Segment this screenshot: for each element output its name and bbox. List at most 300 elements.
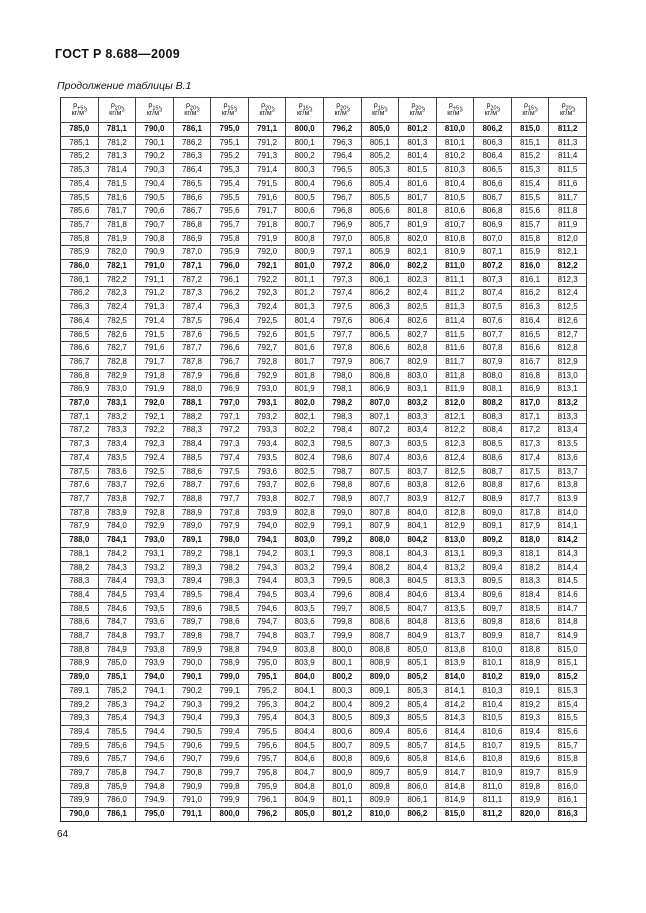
table-cell: 793,9	[248, 506, 286, 520]
table-cell: 787,0	[61, 397, 99, 411]
table-cell: 806,4	[361, 314, 399, 328]
table-cell: 786,9	[173, 232, 211, 246]
table-cell: 782,3	[98, 287, 136, 301]
table-cell: 795,5	[248, 725, 286, 739]
table-cell: 808,3	[361, 575, 399, 589]
table-cell: 803,4	[286, 588, 324, 602]
table-cell: 787,4	[173, 301, 211, 315]
table-cell: 787,3	[173, 287, 211, 301]
table-cell: 804,3	[399, 547, 437, 561]
table-cell: 785,3	[61, 164, 99, 178]
density-table	[60, 97, 587, 822]
table-cell: 811,6	[436, 342, 474, 356]
table-cell: 812,2	[549, 260, 587, 274]
table-cell: 806,5	[474, 164, 512, 178]
table-cell: 797,8	[211, 506, 249, 520]
table-cell: 811,5	[436, 328, 474, 342]
table-cell: 820,0	[511, 808, 549, 822]
table-cell: 795,2	[248, 684, 286, 698]
table-cell: 791,1	[173, 808, 211, 822]
table-cell: 819,9	[511, 794, 549, 808]
table-cell: 781,4	[98, 164, 136, 178]
table-cell: 789,1	[61, 684, 99, 698]
table-cell: 785,7	[98, 753, 136, 767]
table-cell: 809,4	[361, 725, 399, 739]
table-cell: 809,5	[474, 575, 512, 589]
table-cell: 809,1	[474, 520, 512, 534]
table-cell: 792,2	[136, 424, 174, 438]
table-cell: 797,5	[323, 301, 361, 315]
table-cell: 796,3	[323, 136, 361, 150]
table-row	[61, 328, 587, 342]
table-row	[61, 191, 587, 205]
table-cell: 789,9	[173, 643, 211, 657]
table-cell: 803,9	[399, 492, 437, 506]
table-cell: 802,8	[286, 506, 324, 520]
table-cell: 815,7	[511, 218, 549, 232]
table-cell: 782,5	[98, 314, 136, 328]
table-cell: 785,7	[61, 218, 99, 232]
column-symbol: ρ	[336, 102, 341, 109]
table-cell: 800,9	[286, 246, 324, 260]
table-cell: 785,2	[61, 150, 99, 164]
table-cell: 810,3	[474, 684, 512, 698]
table-cell: 804,7	[399, 602, 437, 616]
table-cell: 818,9	[511, 657, 549, 671]
table-cell: 801,4	[399, 150, 437, 164]
table-cell: 812,4	[549, 287, 587, 301]
table-cell: 813,0	[549, 369, 587, 383]
table-cell: 788,6	[61, 616, 99, 630]
table-cell: 788,8	[61, 643, 99, 657]
table-cell: 810,5	[474, 712, 512, 726]
table-cell: 805,6	[399, 725, 437, 739]
table-cell: 789,6	[61, 753, 99, 767]
table-cell: 794,3	[136, 712, 174, 726]
table-cell: 785,0	[98, 657, 136, 671]
column-unit: кг/м	[559, 110, 573, 117]
table-cell: 794,1	[136, 684, 174, 698]
table-cell: 791,4	[136, 314, 174, 328]
table-cell: 785,8	[61, 232, 99, 246]
column-unit: кг/м	[334, 110, 347, 117]
table-cell: 789,7	[61, 767, 99, 781]
table-cell: 801,1	[323, 794, 361, 808]
table-cell: 791,2	[136, 287, 174, 301]
table-cell: 815,0	[511, 123, 549, 137]
table-cell: 789,5	[61, 739, 99, 753]
table-cell: 785,0	[61, 123, 99, 137]
table-row	[61, 520, 587, 534]
table-cell: 802,4	[286, 451, 324, 465]
column-symbol: ρ	[486, 102, 491, 109]
table-cell: 802,9	[399, 355, 437, 369]
table-cell: 813,0	[436, 534, 474, 548]
table-cell: 807,8	[361, 506, 399, 520]
table-cell: 784,6	[98, 602, 136, 616]
table-cell: 802,8	[399, 342, 437, 356]
table-cell: 796,9	[323, 218, 361, 232]
table-cell: 784,1	[98, 534, 136, 548]
table-cell: 799,2	[211, 698, 249, 712]
table-cell: 819,1	[511, 684, 549, 698]
table-cell: 801,6	[399, 177, 437, 191]
table-row	[61, 301, 587, 315]
table-cell: 783,8	[98, 492, 136, 506]
column-unit: кг/м	[109, 110, 122, 117]
table-cell: 786,5	[61, 328, 99, 342]
table-cell: 812,8	[549, 342, 587, 356]
table-cell: 789,7	[173, 616, 211, 630]
table-row	[61, 451, 587, 465]
table-cell: 805,1	[399, 657, 437, 671]
table-cell: 790,6	[136, 205, 174, 219]
table-cell: 802,3	[399, 273, 437, 287]
table-cell: 810,3	[436, 164, 474, 178]
table-cell: 819,8	[511, 780, 549, 794]
table-row	[61, 287, 587, 301]
table-cell: 788,9	[173, 506, 211, 520]
table-cell: 812,2	[436, 424, 474, 438]
table-cell: 804,9	[399, 630, 437, 644]
table-cell: 783,7	[98, 479, 136, 493]
table-cell: 811,1	[474, 794, 512, 808]
table-cell: 798,2	[211, 561, 249, 575]
table-cell: 803,9	[286, 657, 324, 671]
column-symbol: ρ	[223, 102, 228, 109]
column-subscript: 20	[565, 105, 572, 112]
table-cell: 805,0	[361, 123, 399, 137]
table-cell: 802,6	[286, 479, 324, 493]
column-symbol: ρ	[185, 102, 190, 109]
table-cell: 799,4	[211, 725, 249, 739]
table-cell: 796,5	[211, 328, 249, 342]
table-cell: 812,7	[436, 492, 474, 506]
table-cell: 804,0	[399, 506, 437, 520]
table-cell: 811,7	[436, 355, 474, 369]
column-subscript: 15	[377, 105, 384, 112]
table-cell: 813,9	[436, 657, 474, 671]
table-cell: 804,9	[286, 794, 324, 808]
table-cell: 797,0	[211, 397, 249, 411]
table-cell: 802,0	[286, 397, 324, 411]
table-cell: 795,3	[211, 164, 249, 178]
table-cell: 795,7	[248, 753, 286, 767]
table-cell: 788,7	[61, 630, 99, 644]
table-cell: 797,2	[211, 424, 249, 438]
table-cell: 791,7	[136, 355, 174, 369]
table-cell: 794,4	[136, 725, 174, 739]
table-cell: 790,0	[136, 123, 174, 137]
table-row	[61, 767, 587, 781]
column-subscript: 20	[189, 105, 197, 112]
table-cell: 819,7	[511, 767, 549, 781]
column-header: $\rho_{20}$, $кг/м^3$	[474, 98, 512, 123]
table-cell: 807,9	[361, 520, 399, 534]
table-cell: 800,0	[286, 123, 324, 137]
table-cell: 806,2	[361, 287, 399, 301]
column-subscript: 15	[302, 105, 309, 112]
table-cell: 819,5	[511, 739, 549, 753]
table-cell: 808,1	[361, 547, 399, 561]
table-cell: 802,9	[286, 520, 324, 534]
table-cell: 809,3	[474, 547, 512, 561]
table-cell: 808,0	[361, 534, 399, 548]
table-cell: 801,7	[399, 191, 437, 205]
column-header: $\rho_{+5}$, $кг/м^3$	[436, 98, 474, 123]
table-cell: 793,9	[136, 657, 174, 671]
table-cell: 807,1	[361, 410, 399, 424]
column-subscript: +5	[452, 105, 460, 112]
table-cell: 783,9	[98, 506, 136, 520]
table-cell: 793,3	[136, 575, 174, 589]
table-cell: 810,0	[474, 643, 512, 657]
table-cell: 797,6	[323, 314, 361, 328]
column-header: $\rho_{20}$, $кг/м^3$	[323, 98, 361, 123]
table-cell: 808,1	[474, 383, 512, 397]
table-cell: 812,0	[436, 397, 474, 411]
table-cell: 798,4	[323, 424, 361, 438]
table-cell: 816,3	[511, 301, 549, 315]
table-cell: 786,0	[98, 794, 136, 808]
table-cell: 790,9	[136, 246, 174, 260]
table-cell: 789,2	[173, 547, 211, 561]
table-cell: 813,4	[436, 588, 474, 602]
table-cell: 784,0	[98, 520, 136, 534]
table-cell: 804,3	[286, 712, 324, 726]
table-cell: 788,0	[61, 534, 99, 548]
column-symbol: ρ	[411, 102, 416, 109]
table-cell: 815,6	[511, 205, 549, 219]
table-row	[61, 630, 587, 644]
table-cell: 815,4	[549, 698, 587, 712]
table-cell: 818,2	[511, 561, 549, 575]
table-cell: 790,9	[173, 780, 211, 794]
table-cell: 810,8	[436, 232, 474, 246]
table-cell: 786,2	[173, 136, 211, 150]
table-cell: 795,0	[136, 808, 174, 822]
table-cell: 809,5	[361, 739, 399, 753]
column-header: $\rho_{15}$, $кг/м^3$	[211, 98, 249, 123]
table-cell: 802,0	[399, 232, 437, 246]
table-cell: 789,3	[61, 712, 99, 726]
table-cell: 816,5	[511, 328, 549, 342]
table-cell: 799,8	[211, 780, 249, 794]
table-cell: 795,9	[211, 246, 249, 260]
table-cell: 804,1	[399, 520, 437, 534]
table-cell: 806,2	[399, 808, 437, 822]
table-cell: 786,0	[61, 260, 99, 274]
table-cell: 812,9	[549, 355, 587, 369]
table-cell: 784,7	[98, 616, 136, 630]
column-unit: кг/м	[409, 110, 422, 117]
table-row	[61, 794, 587, 808]
table-cell: 791,5	[248, 177, 286, 191]
table-body	[61, 123, 587, 822]
table-row	[61, 492, 587, 506]
table-cell: 811,3	[436, 301, 474, 315]
table-cell: 788,1	[61, 547, 99, 561]
table-cell: 801,2	[286, 287, 324, 301]
column-unit-exponent: 3	[346, 107, 350, 114]
table-cell: 790,1	[136, 136, 174, 150]
table-cell: 814,1	[436, 684, 474, 698]
table-cell: 790,4	[136, 177, 174, 191]
table-cell: 798,6	[211, 616, 249, 630]
table-cell: 808,9	[474, 492, 512, 506]
column-symbol: ρ	[524, 102, 528, 109]
table-cell: 818,0	[511, 534, 549, 548]
table-cell: 796,6	[323, 177, 361, 191]
table-row	[61, 657, 587, 671]
table-cell: 786,6	[173, 191, 211, 205]
table-cell: 789,5	[173, 588, 211, 602]
table-cell: 810,4	[474, 698, 512, 712]
table-cell: 812,1	[436, 410, 474, 424]
table-row	[61, 534, 587, 548]
column-unit: кг/м	[484, 110, 498, 117]
table-cell: 786,5	[173, 177, 211, 191]
table-cell: 806,6	[361, 342, 399, 356]
table-cell: 812,8	[436, 506, 474, 520]
table-cell: 783,3	[98, 424, 136, 438]
column-header: $\rho_{20}$, $кг/м^3$	[399, 98, 437, 123]
table-cell: 805,6	[361, 205, 399, 219]
table-cell: 794,2	[248, 547, 286, 561]
table-cell: 811,0	[474, 780, 512, 794]
table-cell: 814,8	[549, 616, 587, 630]
table-cell: 812,3	[436, 438, 474, 452]
table-cell: 800,5	[286, 191, 324, 205]
table-cell: 813,3	[436, 575, 474, 589]
table-cell: 814,8	[436, 780, 474, 794]
table-cell: 801,1	[286, 273, 324, 287]
table-cell: 797,9	[323, 355, 361, 369]
table-cell: 814,6	[549, 588, 587, 602]
table-cell: 789,8	[61, 780, 99, 794]
table-cell: 810,6	[436, 205, 474, 219]
table-cell: 804,8	[399, 616, 437, 630]
table-cell: 806,7	[474, 191, 512, 205]
column-symbol: ρ	[561, 102, 566, 109]
table-cell: 785,9	[61, 246, 99, 260]
table-cell: 805,9	[361, 246, 399, 260]
table-cell: 790,6	[173, 739, 211, 753]
table-cell: 787,9	[173, 369, 211, 383]
table-cell: 803,6	[399, 451, 437, 465]
table-cell: 781,8	[98, 218, 136, 232]
table-cell: 787,7	[173, 342, 211, 356]
table-cell: 801,2	[399, 123, 437, 137]
table-cell: 795,9	[248, 780, 286, 794]
table-cell: 801,7	[286, 355, 324, 369]
table-cell: 814,4	[549, 561, 587, 575]
table-cell: 805,3	[399, 684, 437, 698]
table-cell: 818,8	[511, 643, 549, 657]
table-row	[61, 698, 587, 712]
table-cell: 801,3	[286, 301, 324, 315]
table-cell: 810,9	[474, 767, 512, 781]
table-cell: 817,0	[511, 397, 549, 411]
table-cell: 805,0	[399, 643, 437, 657]
column-subscript: 15	[227, 105, 234, 112]
table-cell: 800,5	[323, 712, 361, 726]
table-cell: 814,9	[549, 630, 587, 644]
table-cell: 800,1	[323, 657, 361, 671]
table-cell: 789,4	[173, 575, 211, 589]
table-cell: 806,0	[361, 260, 399, 274]
table-row	[61, 314, 587, 328]
table-row	[61, 712, 587, 726]
table-cell: 793,3	[248, 424, 286, 438]
table-cell: 791,9	[248, 232, 286, 246]
table-cell: 792,4	[136, 451, 174, 465]
table-cell: 805,3	[361, 164, 399, 178]
table-cell: 814,5	[436, 739, 474, 753]
table-cell: 807,4	[474, 287, 512, 301]
table-cell: 815,9	[549, 767, 587, 781]
table-cell: 804,2	[399, 534, 437, 548]
column-unit: кг/м	[522, 110, 535, 117]
table-cell: 799,0	[211, 671, 249, 685]
table-cell: 802,2	[399, 260, 437, 274]
table-cell: 797,9	[211, 520, 249, 534]
table-cell: 787,2	[61, 424, 99, 438]
table-cell: 790,0	[61, 808, 99, 822]
table-cell: 797,6	[211, 479, 249, 493]
table-cell: 809,0	[361, 671, 399, 685]
column-unit: кг/м	[71, 110, 84, 117]
table-cell: 806,7	[361, 355, 399, 369]
table-cell: 801,4	[286, 314, 324, 328]
column-symbol: ρ	[148, 102, 153, 109]
table-cell: 808,8	[361, 643, 399, 657]
table-row	[61, 739, 587, 753]
table-cell: 811,1	[436, 273, 474, 287]
table-cell: 787,6	[173, 328, 211, 342]
column-unit-exponent: 3	[83, 107, 87, 114]
table-cell: 795,3	[248, 698, 286, 712]
table-cell: 813,9	[549, 492, 587, 506]
table-cell: 788,4	[61, 588, 99, 602]
table-cell: 807,4	[361, 451, 399, 465]
table-cell: 792,6	[136, 479, 174, 493]
table-cell: 792,1	[136, 410, 174, 424]
table-cell: 798,7	[211, 630, 249, 644]
table-cell: 816,4	[511, 314, 549, 328]
table-cell: 781,5	[98, 177, 136, 191]
table-cell: 799,3	[211, 712, 249, 726]
table-cell: 806,8	[474, 205, 512, 219]
table-cell: 813,8	[436, 643, 474, 657]
table-cell: 796,8	[323, 205, 361, 219]
table-cell: 812,0	[549, 232, 587, 246]
table-cell: 805,2	[399, 671, 437, 685]
table-cell: 809,2	[474, 534, 512, 548]
column-header: $\rho_{15}$, $кг/м^3$	[286, 98, 324, 123]
table-cell: 807,0	[474, 232, 512, 246]
table-cell: 797,7	[211, 492, 249, 506]
table-cell: 787,4	[61, 451, 99, 465]
table-cell: 805,7	[361, 218, 399, 232]
table-row	[61, 136, 587, 150]
table-cell: 793,5	[248, 451, 286, 465]
table-cell: 786,6	[61, 342, 99, 356]
table-cell: 790,3	[136, 164, 174, 178]
table-cell: 806,2	[474, 123, 512, 137]
table-cell: 804,6	[399, 588, 437, 602]
table-cell: 793,2	[136, 561, 174, 575]
